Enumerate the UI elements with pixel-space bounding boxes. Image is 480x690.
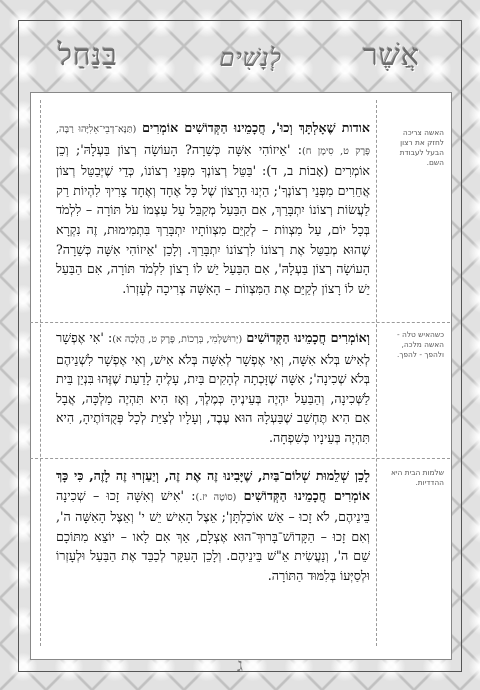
section-2-intro: וְאוֹמְרִים חֲכָמֵינוּ הַקְּדוֹשִׁים [246, 330, 370, 345]
section-1-body: : 'אֵיזוֹהִי אִשָּׁה כְּשֵׁרָה? הָעוֹשָׂה רְצוֹן בַּעְלָהּ'; וְכֵן אוֹמְרִים (אָבוֹת ב, ד): 'בַּטֵּל רְצוֹנְךָ מִפְּנֵי רְצוֹנוֹ, כְּדֵי שֶׁיְּבַטֵּל רְצוֹן אֲחֵרִים מִפְּנֵי רְצוֹנְךָ'; הַיְנוּ הָרָצוֹן שֶׁל כָּל אֶחָד וְאֶחָד צָרִיךְ לִהְיוֹת רַק לַעֲשׂוֹת רְצוֹנוֹ יִתְבָּרַךְ, אִם הַבַּעַל מְקַבֵּל עַל עַצְמוֹ עֹל תּוֹרָה – לִלְמֹד בְּכָל יוֹם, עַל מִצְווֹת – לְקַיֵּם מִצְווֹתָיו יִתְבָּרַךְ בִּתְמִימוּת, זֶה נִקְרָא שֶׁהוּא מְבַטֵּל אֶת רְצוֹנוֹ לִרְצוֹנוֹ יִתְבָּרַךְ. וְלָכֵן 'אֵיזוֹהִי אִשָּׁה כְּשֵׁרָה? הָעוֹשָׂה רְצוֹן בַּעְלָהּ', אִם הַבַּעַל יֵשׁ לוֹ רָצוֹן לִלְמֹד תּוֹרָה, אִם הַבַּעַל יֵשׁ לוֹ רָצוֹן לְקַיֵּם אֶת הַמִּצְווֹת – הָאִשָּׁה צְרִיכָה לְעָזְרוֹ. [56, 141, 370, 296]
section-divider-1 [30, 322, 450, 323]
section-2-source: (יְרוּשַׁלְמִי, בְּרָכוֹת, פֶּרֶק ט, הֲלָכָה א) [112, 334, 243, 345]
section-2 [56, 328, 370, 454]
section-1-intro: אודות שֶׁאָלְתָּךְ וְכוּ', חֲכָמֵינוּ הַקְּדוֹשִׁים אוֹמְרִים [142, 120, 370, 135]
margin-note-2: כשהאיש טלה - האשה מלכה, ולהפך - להפך. [397, 330, 444, 359]
left-dashed-rule [40, 100, 41, 646]
section-2-body: : 'אִי אֶפְשָׁר לְאִישׁ בְּלֹא אִשָּׁה, וְאִי אֶפְשָׁר לְאִשָּׁה בְּלֹא אִישׁ, וְאִי אֶפְשָׁר לִשְׁנֵיהֶם בְּלֹא שְׁכִינָה'; אִשָּׁה שֶׁזָּכְתָה לְהָקִים בַּיִת, עָלֶיהָ לָדַעַת שֶׁזֶּהוּ בִּנְיַן בֵּית לַשְּׁכִינָה, וְהַבַּעַל יִהְיֶה בְּעֵינֶיהָ כְּמֶלֶךְ, וְאָז הִיא תִּהְיֶה מַלְכָּה, אֲבָל אִם הִיא תֶּחְשַׁב שֶׁבַּעְלָהּ הוּא עֶבֶד, וְעָלָיו לְצַיֵּת לְכָל פְּקֻדּוֹתֶיהָ, הִיא תִּהְיֶה בְּעֵינָיו כְּשִׁפְחָה. [56, 330, 370, 445]
header-word-right: אֲשֶׁר [363, 38, 420, 73]
margin-note-1: האשה צריכה לחזק את רצון הבעל לעבודת השם. [399, 128, 444, 167]
header-word-left: בַּנַּחַל [58, 38, 119, 73]
section-3 [56, 466, 370, 594]
section-3-intro: לָכֵן שְׁלֵמוּת שְׁלוֹם־בַּיִת, שֶׁיָּבִינוּ זֶה אֶת זֶה, וְיַעַזְרוּ זֶה לָזֶה, כִּי כָּךְ אוֹמְרִים חֲכָמֵינוּ הַקְּדוֹשִׁים [56, 468, 370, 503]
section-divider-2 [30, 458, 450, 459]
section-1-source: (תַּנָּא־דְבֵי־אֵלִיָּהוּ רַבָּה, פֶּרֶק ט, סִימָן ח) [56, 124, 370, 157]
page-header [30, 30, 450, 80]
page-number: ג [237, 655, 243, 676]
right-dashed-rule [376, 100, 377, 646]
header-word-middle: לְנָשִׁים [219, 44, 282, 72]
section-3-source: (סוֹטָה יז.) [195, 491, 237, 503]
section-1 [56, 118, 370, 316]
margin-note-3: שלמות הבית היא ההדדיות. [390, 468, 444, 487]
section-3-body: : 'אִישׁ וְאִשָּׁה זָכוּ – שְׁכִינָה בֵּינֵיהֶם, לֹא זָכוּ – אֵשׁ אוֹכַלְתָּן'; אֵצֶל הָאִישׁ יֵשׁ י' וְאֵצֶל הָאִשָּׁה ה', וְאִם זָכוּ – הַקָּדוֹשׁ־בָּרוּךְ־הוּא אֶצְלָם, אַךְ אִם לָאו – יוֹצֵא מִתּוֹכָם שֵׁם ה', וְנַעֲשִׂית אֵ"שׁ בֵּינֵיהֶם. וְלָכֵן הָעִקָּר לְכַבֵּד אֶת הַבַּעַל וּלְעָזְרוֹ וּלְסַיְּעוֹ בְּלִמּוּד הַתּוֹרָה. [56, 487, 370, 583]
